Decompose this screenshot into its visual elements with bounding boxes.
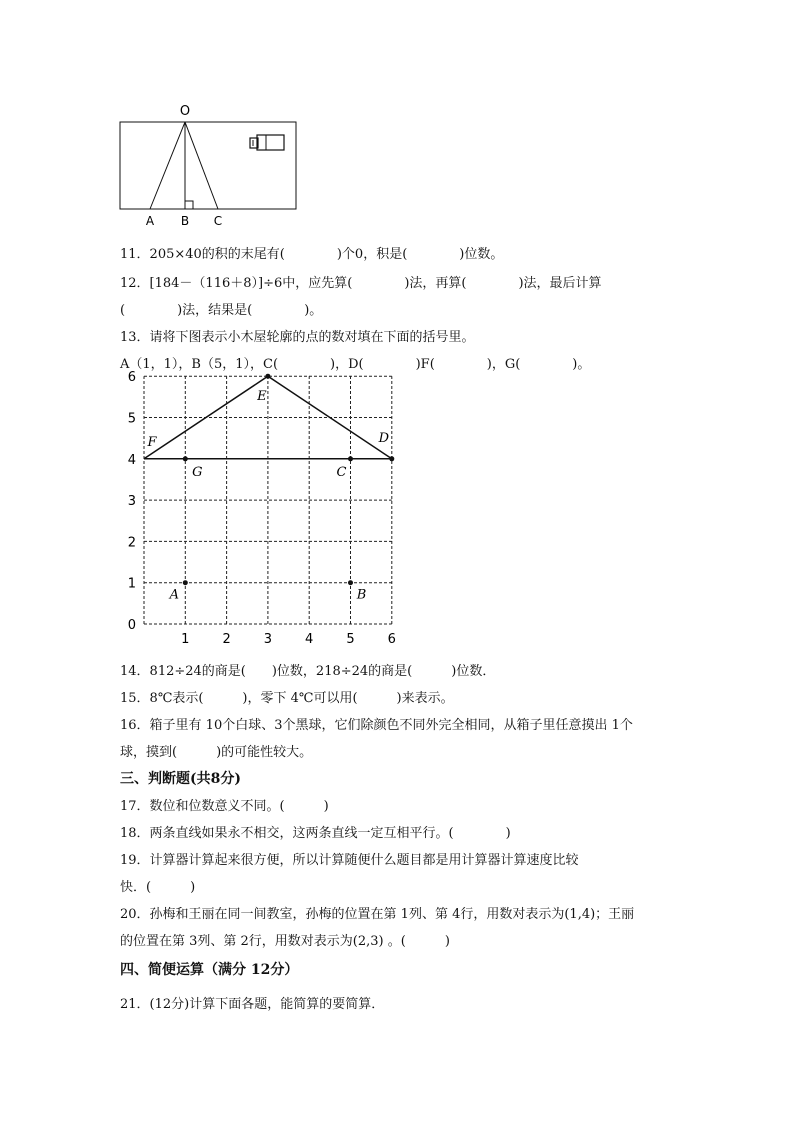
x-tick-label: 5 [346, 632, 355, 647]
question-12-line2: ( )法，结果是( )。 [120, 303, 323, 318]
y-tick-label: 5 [127, 411, 136, 427]
question-19-line2: 快．( ) [120, 880, 196, 895]
point-label-f: F [147, 434, 157, 450]
y-tick-label: 0 [127, 618, 136, 633]
label-b: B [180, 214, 190, 228]
question-20-line1: 20．孙梅和王丽在同一间教室，孙梅的位置在第 1列、第 4行，用数对表示为(1,4)；王丽 [120, 907, 635, 922]
point-label-e: E [257, 389, 267, 405]
point-g [183, 456, 188, 461]
section-3-heading: 三、判断题(共8分) [120, 771, 241, 787]
truck-icon [250, 135, 284, 150]
point-label-g: G [192, 464, 203, 480]
point-c [348, 456, 353, 461]
x-tick-label: 6 [387, 632, 396, 647]
question-13-line2: A（1，1），B（5，1），C( )，D( )F( )，G( )。 [120, 357, 591, 372]
question-18: 18．两条直线如果永不相交，这两条直线一定互相平行。( ) [120, 826, 511, 841]
question-11: 11．205×40的积的末尾有( )个0，积是( )位数。 [120, 247, 504, 262]
coordinate-grid [120, 370, 410, 650]
line-oc [185, 122, 218, 209]
label-a: A [145, 214, 155, 228]
label-c: C [213, 214, 223, 228]
top-figure [110, 98, 310, 230]
point-a [183, 580, 188, 585]
question-12-line1: 12．[184－（116＋8）]÷6中，应先算( )法，再算( )法，最后计算 [120, 276, 602, 291]
question-21: 21．(12分)计算下面各题，能简算的要简算． [120, 997, 385, 1012]
x-tick-label: 4 [305, 632, 314, 647]
point-label-b: B [356, 587, 367, 603]
point-label-d: D [378, 430, 390, 446]
right-angle-mark [185, 201, 193, 209]
label-o: O [179, 104, 191, 119]
y-tick-label: 2 [127, 535, 136, 551]
point-label-a: A [169, 587, 179, 603]
y-tick-label: 6 [127, 370, 136, 386]
y-tick-label: 4 [127, 452, 136, 468]
section-4-heading: 四、简便运算（满分 12分） [120, 962, 299, 978]
question-13-line1: 13．请将下图表示小木屋轮廓的点的数对填在下面的括号里。 [120, 330, 475, 345]
question-16-line2: 球，摸到( )的可能性较大。 [120, 745, 313, 760]
y-tick-label: 1 [127, 576, 136, 592]
point-e [265, 374, 270, 379]
question-14: 14．812÷24的商是( )位数，218÷24的商是( )位数． [120, 664, 496, 679]
x-tick-label: 3 [263, 632, 273, 647]
question-17: 17．数位和位数意义不同。( ) [120, 799, 329, 814]
point-b [348, 580, 353, 585]
x-tick-label: 1 [181, 632, 190, 647]
x-tick-label: 2 [222, 632, 231, 647]
point-d [389, 456, 394, 461]
question-20-line2: 的位置在第 3列、第 2行，用数对表示为(2,3) 。( ) [120, 934, 450, 949]
line-oa [150, 122, 185, 209]
question-16-line1: 16．箱子里有 10个白球、3个黑球，它们除颜色不同外完全相同，从箱子里任意摸出 1个 [120, 718, 633, 733]
point-label-c: C [336, 464, 347, 480]
question-19-line1: 19．计算器计算起来很方便，所以计算随便什么题目都是用计算器计算速度比较 [120, 853, 579, 868]
question-15: 15．8℃表示( )，零下 4℃可以用( )来表示。 [120, 691, 454, 706]
y-tick-label: 3 [127, 494, 136, 510]
